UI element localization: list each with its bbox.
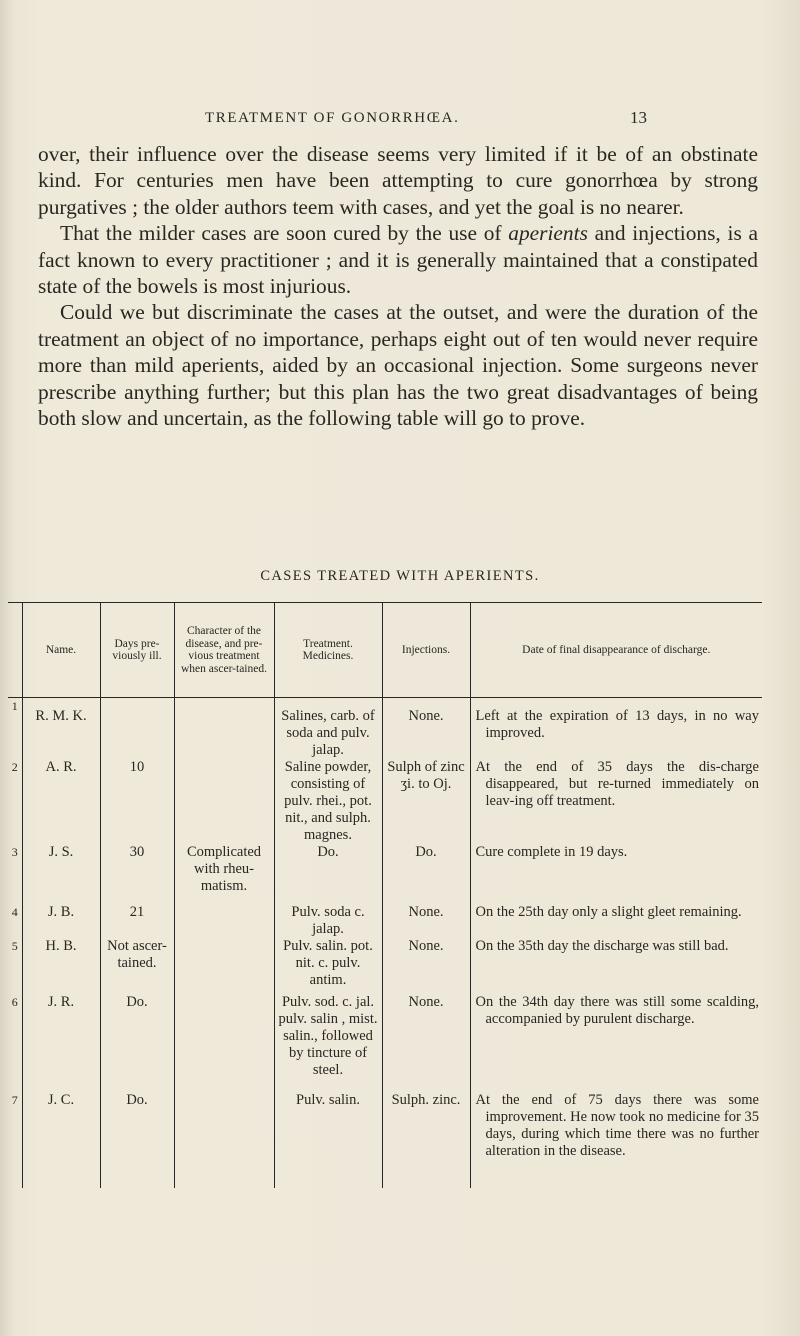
row-days: Do. (100, 1092, 174, 1188)
row-injections: Sulph. zinc. (382, 1092, 470, 1188)
row-result: On the 25th day only a slight gleet remaining. (470, 904, 762, 938)
row-character (174, 698, 274, 760)
header-character: Character of the disease, and pre-vious treatment when ascer-tained. (174, 603, 274, 698)
row-result: On the 34th day there was still some scalding, accompanied by purulent discharge. (470, 994, 762, 1092)
row-result: Left at the expiration of 13 days, in no way improved. (470, 698, 762, 760)
row-injections: None. (382, 994, 470, 1092)
table-row (8, 994, 762, 1092)
cases-table (8, 602, 762, 1188)
row-number: 1 (11, 699, 18, 713)
row-days: 21 (100, 904, 174, 938)
row-name: J. S. (22, 844, 100, 904)
table-row (8, 698, 762, 760)
header-treatment: Treatment. Medicines. (274, 603, 382, 698)
row-result: Cure complete in 19 days. (470, 844, 762, 904)
row-name: J. B. (22, 904, 100, 938)
table-row (8, 844, 762, 904)
row-injections: None. (382, 698, 470, 760)
row-character: Complicated with rheu-matism. (174, 844, 274, 904)
row-treatment: Do. (274, 844, 382, 904)
header-result: Date of final disappearance of discharge. (470, 603, 762, 698)
row-treatment: Pulv. sod. c. jal. pulv. salin , mist. salin., followed by tincture of steel. (274, 994, 382, 1092)
table-row (8, 904, 762, 938)
row-treatment: Pulv. salin. (274, 1092, 382, 1188)
row-treatment: Pulv. salin. pot. nit. c. pulv. antim. (274, 938, 382, 994)
row-character (174, 994, 274, 1092)
row-number: 5 (11, 939, 18, 953)
row-number: 6 (11, 995, 18, 1009)
page-number: 13 (630, 108, 647, 127)
row-number: 3 (11, 845, 18, 859)
table-row (8, 759, 762, 844)
row-result: At the end of 35 days the dis-charge disappeared, but re-turned immediately on leav-ing off treatment. (470, 759, 762, 844)
row-result: On the 35th day the discharge was still bad. (470, 938, 762, 994)
italic-aperients: aperients (508, 221, 588, 246)
row-days: 30 (100, 844, 174, 904)
header-number (8, 603, 22, 698)
row-days: 10 (100, 759, 174, 844)
row-number: 7 (11, 1093, 18, 1107)
row-name: J. C. (22, 1092, 100, 1188)
table-row (8, 1092, 762, 1188)
header-injections: Injections. (382, 603, 470, 698)
paragraph-3: Could we but discriminate the cases at the outset, and were the duration of the treatment an object of no importance, perhaps eight out of ten would never require more than mild aperients, aided by an occasional injection. Some surgeons never prescribe anything further; but this plan has the two great disadvantages of being both slow and uncertain, as the following table will go to prove. (38, 300, 758, 431)
row-days: Not ascer-tained. (100, 938, 174, 994)
row-number: 2 (11, 760, 18, 774)
row-number: 4 (11, 905, 18, 919)
row-result: At the end of 75 days there was some improvement. He now took no medicine for 35 days, during which time there was no further alteration in the disease. (470, 1092, 762, 1188)
header-name: Name. (22, 603, 100, 698)
table-row (8, 938, 762, 994)
row-treatment: Pulv. soda c. jalap. (274, 904, 382, 938)
running-head-title: TREATMENT OF GONORRHŒA. (205, 110, 460, 126)
row-injections: Do. (382, 844, 470, 904)
row-character (174, 938, 274, 994)
row-treatment: Saline powder, consisting of pulv. rhei., pot. nit., and sulph. magnes. (274, 759, 382, 844)
row-injections: Sulph of zinc ʒi. to Oj. (382, 759, 470, 844)
paragraph-2: That the milder cases are soon cured by the use of aperients and injections, is a fact known to every practitioner ; and it is generally maintained that a constipated state of the bowels is most injurious. (38, 221, 758, 299)
paragraph-1: over, their influence over the disease seems very limited if it be of an obstinate kind. For centuries men have been attempting to cure gonorrhœa by strong purgatives ; the older authors teem with cases, and yet the goal is no nearer. (38, 142, 758, 219)
row-days: Do. (100, 994, 174, 1092)
row-name: R. M. K. (22, 698, 100, 760)
row-injections: None. (382, 938, 470, 994)
row-character (174, 904, 274, 938)
row-name: J. R. (22, 994, 100, 1092)
row-character (174, 759, 274, 844)
row-days (100, 698, 174, 760)
header-days: Days pre-viously ill. (100, 603, 174, 698)
table-title: CASES TREATED WITH APERIENTS. (260, 568, 540, 584)
row-name: H. B. (22, 938, 100, 994)
row-treatment: Salines, carb. of soda and pulv. jalap. (274, 698, 382, 760)
running-head (0, 110, 800, 134)
table-header-row (8, 603, 762, 698)
row-character (174, 1092, 274, 1188)
row-injections: None. (382, 904, 470, 938)
row-name: A. R. (22, 759, 100, 844)
body-text (38, 141, 758, 431)
